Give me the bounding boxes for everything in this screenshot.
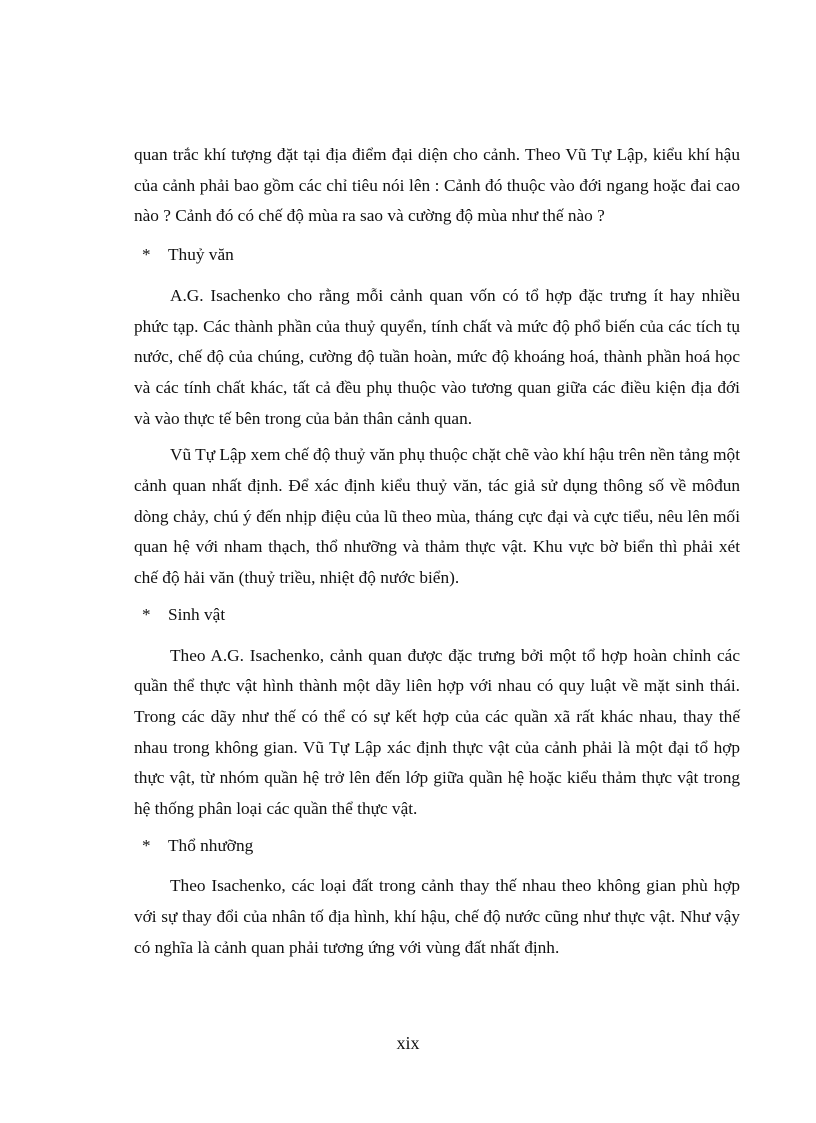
paragraph-intro: quan trắc khí tượng đặt tại địa điểm đại diện cho cảnh. Theo Vũ Tự Lập, kiểu khí hậu của cảnh phải bao gồm các chỉ tiêu nói lên : Cảnh đó thuộc vào đới ngang hoặc đai cao nào ? Cảnh đó có chế độ mùa ra sao và cường độ mùa như thế nào ? xyxy=(134,145,740,226)
heading-label: Sinh vật xyxy=(168,604,226,624)
page-number: xix xyxy=(396,1033,420,1053)
bullet-star-icon: * xyxy=(142,245,151,265)
bullet-star-icon: * xyxy=(142,835,151,855)
paragraph-hydrology-1: A.G. Isachenko cho rằng mỗi cảnh quan vốn có tổ hợp đặc trưng ít hay nhiều phức tạp. Các thành phần của thuỷ quyển, tính chất và mức độ phổ biến của các tích tụ nước, chế độ của chúng, cường độ tuần hoàn, mức độ khoáng hoá, thành phần hoá học và các tính chất khác, tất cả đều phụ thuộc vào tương quan giữa các điều kiện địa đới và vào thực tế bên trong của bản thân cảnh quan. xyxy=(134,285,740,428)
paragraph-hydrology-2: Vũ Tự Lập xem chế độ thuỷ văn phụ thuộc chặt chẽ vào khí hậu trên nền tảng một cảnh quan nhất định. Để xác định kiểu thuỷ văn, tác giả sử dụng thông số về môđun dòng chảy, chú ý đến nhịp điệu của lũ theo mùa, tháng cực đại và cực tiểu, nêu lên mối quan hệ với nham thạch, thổ nhưỡng và thảm thực vật. Khu vực bờ biển thì phải xét chế độ hải văn (thuỷ triều, nhiệt độ nước biển). xyxy=(134,445,740,588)
section-heading-biota xyxy=(134,600,740,631)
paragraph-soil-1: Theo Isachenko, các loại đất trong cảnh thay thế nhau theo không gian phù hợp với sự thay đổi của nhân tố địa hình, khí hậu, chế độ nước cũng như thực vật. Như vậy có nghĩa là cảnh quan phải tương ứng với vùng đất nhất định. xyxy=(134,876,740,957)
bullet-star-icon: * xyxy=(142,604,151,624)
section-heading-soil xyxy=(134,831,740,862)
heading-label: Thổ nhưỡng xyxy=(168,835,254,855)
heading-label: Thuỷ văn xyxy=(168,245,234,265)
paragraph-biota-1: Theo A.G. Isachenko, cảnh quan được đặc trưng bởi một tổ hợp hoàn chỉnh các quần thể thực vật hình thành một dãy liên hợp với nhau có quy luật về mặt sinh thái. Trong các dãy như thế có thể có sự kết hợp của các quần xã rất khác nhau, thay thế nhau trong không gian. Vũ Tự Lập xác định thực vật của cảnh phải là một đại tổ hợp thực vật, từ nhóm quần hệ trở lên đến lớp giữa quần hệ hoặc kiểu thảm thực vật trong hệ thống phân loại các quần thể thực vật. xyxy=(134,645,740,819)
section-heading-hydrology xyxy=(134,240,740,271)
body-text xyxy=(134,140,740,970)
